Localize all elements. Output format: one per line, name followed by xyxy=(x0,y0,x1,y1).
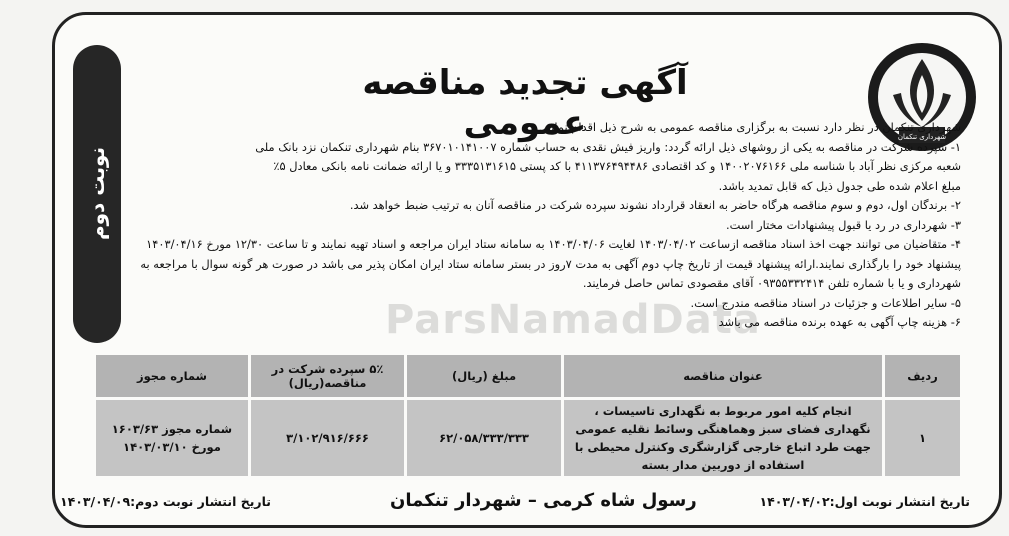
notice-footer xyxy=(60,490,970,516)
tender-table xyxy=(93,352,963,479)
clause-4-line-3: شهرداری و یا با شماره تلفن ۰۹۳۵۵۳۳۲۴۱۴ آقای مقصودی تماس حاصل فرمایند. xyxy=(582,276,961,290)
header-tender-title: عنوان مناقصه xyxy=(564,355,882,397)
publish-round-label: نوبت دوم xyxy=(85,147,109,241)
cell-deposit: ۳/۱۰۲/۹۱۶/۶۶۶ xyxy=(251,400,404,476)
cell-row-number: ۱ xyxy=(885,400,960,476)
mayor-signature: رسول شاه کرمی – شهردار تنکمان xyxy=(390,490,697,511)
clause-4-line-2: پیشنهاد خود را بارگذاری نمایند.ارائه پیشنهاد قیمت از تاریخ چاپ دوم آگهی به مدت ۷روز در بستر سامانه ستاد ایران امکان پذیر می باشد در صورت هر گونه سوال با مراجعه به xyxy=(140,256,961,271)
header-deposit: ۵٪ سپرده شرکت در مناقصه(ریال) xyxy=(251,355,404,397)
clause-6: ۶- هزینه چاپ آگهی به عهده برنده مناقصه می باشد xyxy=(718,315,961,329)
header-amount: مبلغ (ریال) xyxy=(407,355,561,397)
logo-caption: شهرداری تنکمان xyxy=(897,133,947,141)
clause-2: ۲- برندگان اول، دوم و سوم مناقصه هرگاه حاضر به انعقاد قرارداد نشوند سپرده شرکت در مناقصه آنان به ترتیب ضبط خواهد شد. xyxy=(349,198,961,212)
header-permit-number: شماره مجوز xyxy=(96,355,248,397)
clause-1-line-3: مبلغ اعلام شده طی جدول ذیل که قابل تمدید باشد. xyxy=(718,178,961,193)
notice-body xyxy=(81,118,961,333)
cell-amount: ۶۲/۰۵۸/۳۳۳/۳۳۳ xyxy=(407,400,561,476)
table-row xyxy=(96,400,960,476)
first-publish-date: تاریخ انتشار نوبت اول:۱۴۰۳/۰۴/۰۲ xyxy=(759,494,970,509)
clause-5: ۵- سایر اطلاعات و جزئیات در اسناد مناقصه مندرج است. xyxy=(690,295,961,310)
intro-line: شهرداری تنکمان در نظر دارد نسبت به برگزاری مناقصه عمومی به شرح ذیل اقدام نماید. xyxy=(541,120,961,134)
page-title: آگهی تجدید مناقصه عمومی xyxy=(362,63,688,143)
cell-tender-title: انجام کلیه امور مربوط به نگهداری تاسیسات ، نگهداری فضای سبز وهماهنگی وسائط نقلیه عمومی جهت طرد اتباع خارجی گزارشگری وکنترل محیطی با استفاده از دوربین مدار بسته xyxy=(564,400,882,476)
clause-1-line-1: ۱- سپرده شرکت در مناقصه به یکی از روشهای ذیل ارائه گردد: واریز فیش نقدی به حساب شماره ۳۶۷۰۱۰۱۴۱۰۰۷ بنام شهرداری تنکمان نزد بانک ملی xyxy=(255,139,961,154)
clause-4-line-1: ۴- متقاضیان می توانند جهت اخذ اسناد مناقصه ازساعت ۱۴۰۳/۰۴/۰۲ لغایت ۱۴۰۳/۰۴/۰۶ به سامانه ستاد ایران مراجعه و اسناد تهیه نمایند و تا ساعت ۱۲/۳۰ مورخ ۱۴۰۳/۰۴/۱۶ xyxy=(146,237,961,251)
watermark: ParsNamadData xyxy=(385,297,761,343)
clause-3: ۳- شهرداری در رد یا قبول پیشنهادات مختار است. xyxy=(725,217,961,232)
second-publish-date: تاریخ انتشار نوبت دوم:۱۴۰۳/۰۴/۰۹ xyxy=(60,494,272,509)
table-header-row xyxy=(96,355,960,397)
clause-1-line-2: شعبه مرکزی نظر آباد با شناسه ملی ۱۴۰۰۲۰۷۶۱۶۶ و کد اقتصادی ۴۱۱۳۷۶۴۹۴۴۸۶ با کد پستی ۳۳۳۵۱۳۱۶۱۵ و یا ارائه ضمانت نامه بانکی معادل ۵٪ xyxy=(273,159,961,173)
cell-permit-number: شماره مجوز ۱۶۰۳/۶۳ مورخ ۱۴۰۳/۰۳/۱۰ xyxy=(96,400,248,476)
header-row-number: ردیف xyxy=(885,355,960,397)
